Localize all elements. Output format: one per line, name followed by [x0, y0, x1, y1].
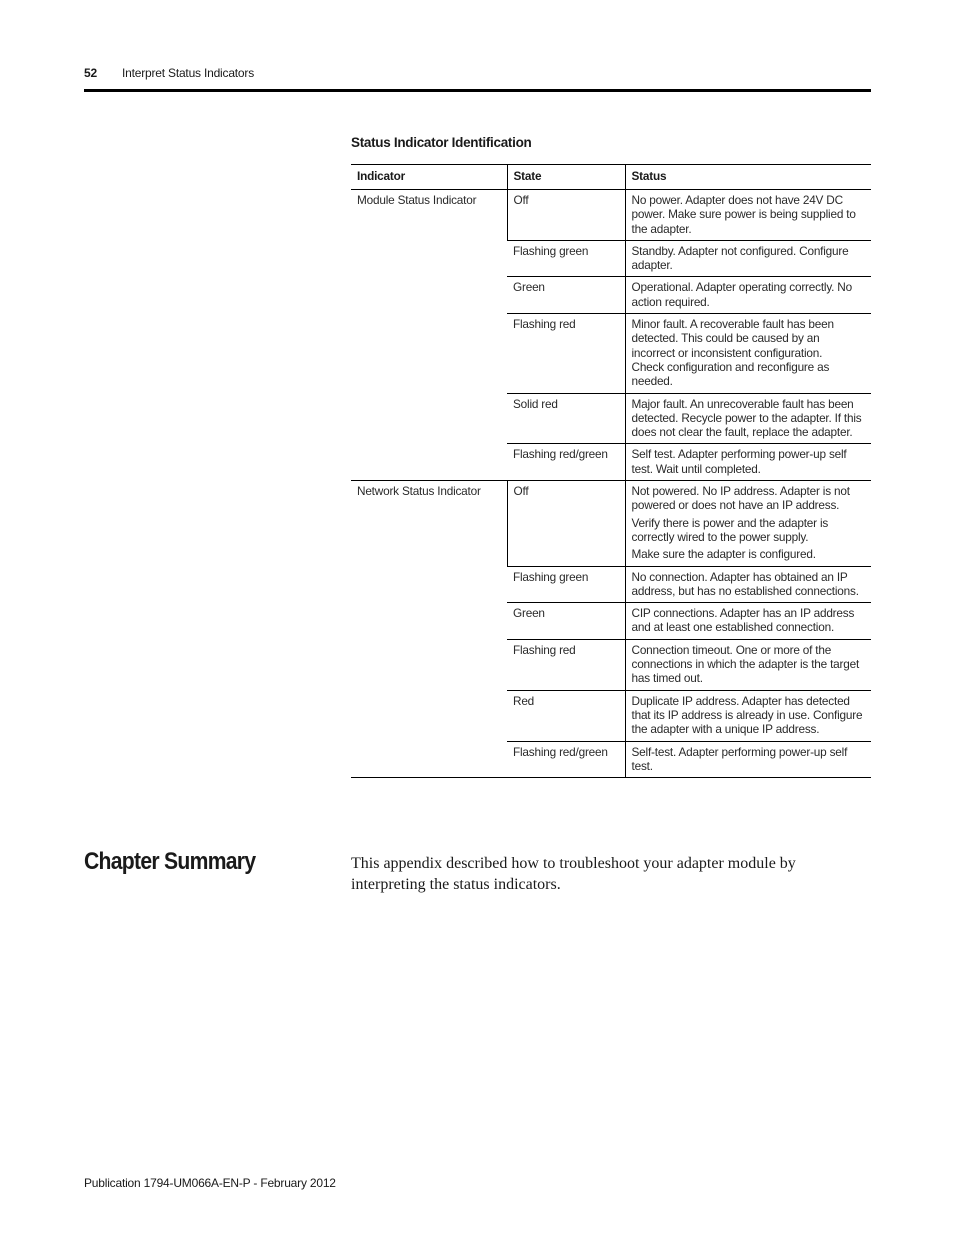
status-cell: [625, 639, 871, 690]
status-text: Check configuration and reconfigure as needed.: [631, 359, 830, 389]
status-cell: [625, 393, 871, 444]
status-text: Connection timeout. One or more of the connections in which the adapter is the target has timed out.: [631, 642, 860, 686]
status-text: Minor fault. A recoverable fault has been detected. This could be caused by an incorrect or inconsistent configuration.: [631, 317, 834, 360]
column-header-status: Status: [625, 165, 871, 190]
status-cell: [625, 240, 871, 277]
status-text: Self-test. Adapter performing power-up self test.: [631, 744, 848, 773]
column-header-indicator: Indicator: [351, 165, 507, 190]
status-cell: [625, 190, 871, 241]
chapter-summary-body: This appendix described how to troubleshoot your adapter module by interpreting the status indicators.: [351, 855, 796, 893]
section-title: Interpret Status Indicators: [122, 66, 255, 80]
table-body: [351, 190, 871, 778]
status-cell: [625, 690, 871, 741]
status-cell: [625, 741, 871, 778]
status-text: Duplicate IP address. Adapter has detected that its IP address is already in use. Configure the adapter with a unique IP address.: [631, 693, 863, 737]
status-cell: [625, 314, 871, 393]
state-cell: Off: [507, 481, 625, 566]
status-text: Self test. Adapter performing power-up self test. Wait until completed.: [631, 447, 847, 476]
status-text: Not powered. No IP address. Adapter is not powered or does not have an IP address.: [631, 484, 850, 513]
table-header-row: [351, 165, 871, 190]
state-cell: Flashing red: [507, 314, 625, 393]
state-cell: Flashing green: [507, 566, 625, 603]
state-cell: Flashing green: [507, 240, 625, 277]
status-indicator-table: [351, 164, 871, 778]
column-header-state: State: [507, 165, 625, 190]
status-cell: [625, 444, 871, 481]
chapter-summary-heading: Chapter Summary: [84, 848, 256, 875]
status-cell: [625, 566, 871, 603]
page-number: 52: [84, 66, 97, 80]
state-cell: Red: [507, 690, 625, 741]
status-text: Make sure the adapter is configured.: [631, 547, 816, 562]
state-cell: Solid red: [507, 393, 625, 444]
indicator-cell: Module Status Indicator: [351, 190, 507, 481]
indicator-cell: Network Status Indicator: [351, 481, 507, 778]
status-text: No power. Adapter does not have 24V DC power. Make sure power is being supplied to the adapter.: [631, 193, 856, 236]
status-text: Verify there is power and the adapter is correctly wired to the power supply.: [631, 515, 829, 544]
table-caption: Status Indicator Identification: [351, 135, 532, 150]
state-cell: Green: [507, 277, 625, 314]
status-cell: [625, 603, 871, 640]
state-cell: Flashing red/green: [507, 444, 625, 481]
status-text: CIP connections. Adapter has an IP address and at least one established connection.: [631, 606, 855, 635]
state-cell: Green: [507, 603, 625, 640]
status-cell: [625, 277, 871, 314]
publication-footer: Publication 1794-UM066A-EN-P - February 2012: [84, 1176, 336, 1190]
state-cell: Flashing red: [507, 639, 625, 690]
table-row: [351, 190, 871, 241]
state-cell: Off: [507, 190, 625, 241]
table-row: [351, 481, 871, 566]
status-text: Operational. Adapter operating correctly. No action required.: [631, 280, 852, 309]
status-text: No connection. Adapter has obtained an IP address, but has no established connections.: [631, 569, 859, 598]
state-cell: Flashing red/green: [507, 741, 625, 778]
status-cell: [625, 481, 871, 566]
header-rule: [84, 89, 871, 92]
status-text: Major fault. An unrecoverable fault has been detected. Recycle power to the adapter. If this does not clear the fault, replace the adapter.: [631, 396, 862, 440]
status-text: Standby. Adapter not configured. Configure adapter.: [631, 243, 849, 273]
